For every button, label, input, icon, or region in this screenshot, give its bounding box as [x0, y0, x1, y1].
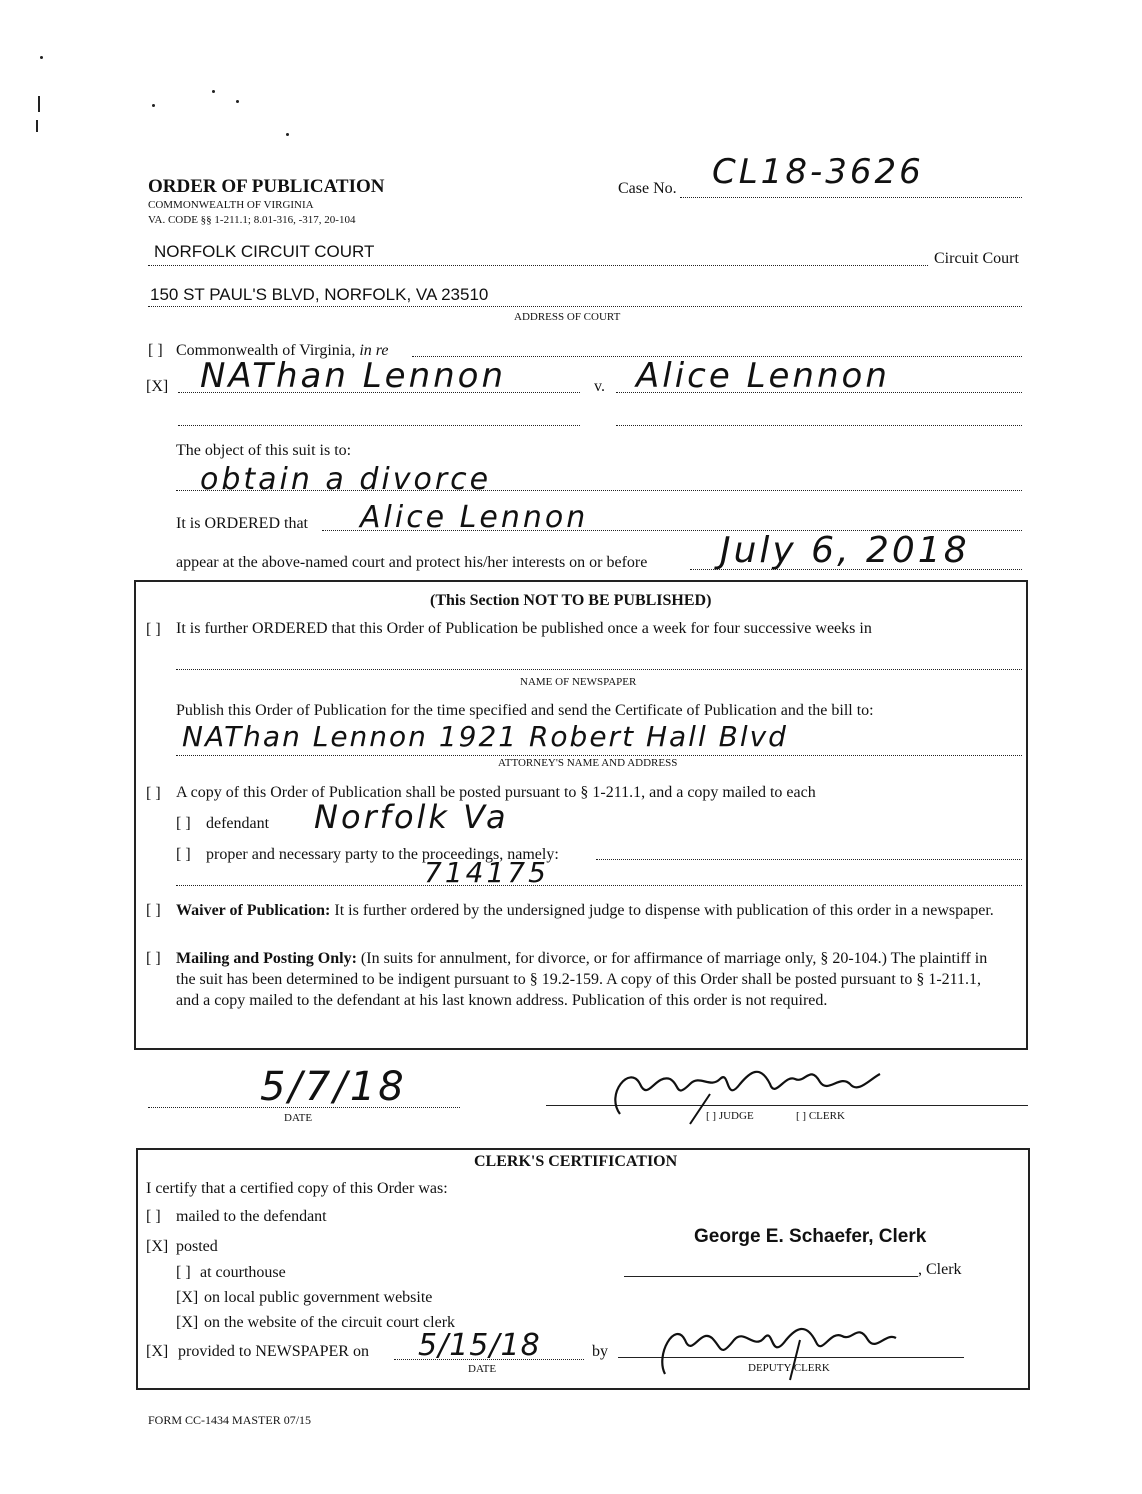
proper-party-line	[596, 858, 1022, 860]
clerk-website-checkbox[interactable]: [X]	[176, 1314, 199, 1331]
proper-party-value[interactable]: 714175	[424, 856, 549, 889]
defendant-checkbox[interactable]: [ ]	[176, 815, 191, 832]
newspaper-date-label: DATE	[468, 1363, 497, 1375]
clerk-suffix: , Clerk	[918, 1261, 962, 1278]
scan-speck	[38, 96, 40, 112]
appear-date[interactable]: July 6, 2018	[720, 530, 970, 571]
plaintiff-line-2	[178, 424, 580, 426]
courthouse-label: at courthouse	[200, 1264, 286, 1281]
scan-speck	[236, 100, 239, 103]
proper-party-label: proper and necessary party to the proceedings, namely:	[206, 846, 559, 863]
in-re-checkbox[interactable]: [ ]	[148, 342, 163, 359]
court-address-line	[148, 305, 1022, 307]
copy-checkbox[interactable]: [ ]	[146, 785, 161, 802]
form-number: FORM CC-1434 MASTER 07/15	[148, 1413, 312, 1427]
clerk-name: George E. Schaefer, Clerk	[694, 1226, 927, 1247]
case-no-value[interactable]: CL18-3626	[712, 152, 924, 192]
proper-party-line-2	[176, 884, 1022, 886]
appear-label: appear at the above-named court and protect his/her interests on or before	[176, 554, 648, 571]
ordered-label: It is ORDERED that	[176, 515, 308, 532]
object-value[interactable]: obtain a divorce	[200, 462, 492, 497]
plaintiff-name[interactable]: NAThan Lennon	[200, 356, 507, 396]
statute-reference: VA. CODE §§ 1-211.1; 8.01-316, -317, 20-104	[148, 214, 356, 226]
clerk-cert-intro: I certify that a certified copy of this Order was:	[146, 1180, 448, 1197]
copy-text: A copy of this Order of Publication shall be posted pursuant to § 1-211.1, and a copy mailed to each	[176, 784, 816, 801]
ordered-value[interactable]: Alice Lennon	[360, 500, 589, 535]
object-label: The object of this suit is to:	[176, 442, 352, 459]
scan-speck	[152, 104, 155, 107]
not-published-heading: (This Section NOT TO BE PUBLISHED)	[430, 592, 712, 609]
waiver-text: Waiver of Publication: It is further ordered by the undersigned judge to dispense with publication of this order in a newspaper.	[176, 902, 994, 919]
gov-website-label: on local public government website	[204, 1289, 433, 1306]
versus-checkbox[interactable]: [X]	[146, 378, 169, 395]
defendant-value[interactable]: Norfolk Va	[314, 798, 509, 836]
proper-party-checkbox[interactable]: [ ]	[176, 846, 191, 863]
publish-text: Publish this Order of Publication for the time specified and send the Certificate of Publication and the bill to:	[176, 702, 874, 719]
mailed-checkbox[interactable]: [ ]	[146, 1208, 161, 1225]
versus-label: v.	[594, 378, 605, 395]
object-line	[176, 489, 1022, 491]
waiver-checkbox[interactable]: [ ]	[146, 902, 161, 919]
scan-speck	[36, 120, 38, 132]
case-no-line	[680, 196, 1022, 198]
court-name[interactable]: NORFOLK CIRCUIT COURT	[154, 242, 375, 261]
court-address[interactable]: 150 ST PAUL'S BLVD, NORFOLK, VA 23510	[150, 285, 489, 304]
attorney-line	[176, 754, 1022, 756]
mailing-checkbox[interactable]: [ ]	[146, 950, 161, 967]
circuit-court-suffix: Circuit Court	[934, 250, 1019, 267]
case-no-label: Case No.	[618, 180, 677, 197]
clerk-label: [ ] CLERK	[796, 1110, 845, 1122]
scan-speck	[286, 133, 289, 136]
defendant-name[interactable]: Alice Lennon	[636, 356, 890, 396]
form-subtitle: COMMONWEALTH OF VIRGINIA	[148, 199, 314, 211]
newspaper-provided-checkbox[interactable]: [X]	[146, 1343, 169, 1360]
defendant-line-2	[616, 424, 1022, 426]
clerk-signature-line	[624, 1275, 918, 1277]
court-name-line	[148, 264, 928, 266]
courthouse-checkbox[interactable]: [ ]	[176, 1264, 191, 1281]
newspaper-line	[176, 668, 1022, 670]
clerk-website-label: on the website of the circuit court clerk	[204, 1314, 456, 1331]
order-date-value[interactable]: 5/7/18	[260, 1064, 407, 1110]
posted-label: posted	[176, 1238, 218, 1255]
mailing-text: Mailing and Posting Only: (In suits for annulment, for divorce, or for affirmance of marriage only, § 20-104.) The plaintiff in the suit has been determined to be indigent pursuant to § 19.2-159. A copy of this Order shall be posted pursuant to § 1-211.1, and a copy mailed to the defendant at his last known address. Publication of this order is not required.	[176, 950, 988, 1009]
further-checkbox[interactable]: [ ]	[146, 621, 161, 638]
further-text: It is further ORDERED that this Order of Publication be published once a week for four successive weeks in	[176, 620, 872, 637]
plaintiff-line	[178, 391, 580, 393]
mailed-label: mailed to the defendant	[176, 1208, 327, 1225]
by-label: by	[592, 1343, 608, 1360]
scan-speck	[40, 56, 43, 59]
order-date-label: DATE	[284, 1112, 313, 1124]
attorney-value[interactable]: NAThan Lennon 1921 Robert Hall Blvd	[182, 720, 788, 753]
scan-speck	[212, 90, 215, 93]
posted-checkbox[interactable]: [X]	[146, 1238, 169, 1255]
clerk-cert-heading: CLERK'S CERTIFICATION	[474, 1153, 678, 1170]
address-of-court-label: ADDRESS OF COURT	[514, 311, 621, 323]
defendant-label: defendant	[206, 815, 270, 832]
form-title: ORDER OF PUBLICATION	[148, 176, 385, 197]
deputy-clerk-label: DEPUTY CLERK	[748, 1362, 830, 1374]
newspaper-provided-label: provided to NEWSPAPER on	[178, 1343, 369, 1360]
attorney-label: ATTORNEY'S NAME AND ADDRESS	[498, 757, 678, 769]
in-re-label: Commonwealth of Virginia, in re	[176, 342, 389, 359]
defendant-line	[616, 391, 1022, 393]
judge-label: [ ] JUDGE	[706, 1110, 754, 1122]
newspaper-date-value[interactable]: 5/15/18	[418, 1328, 541, 1363]
gov-website-checkbox[interactable]: [X]	[176, 1289, 199, 1306]
newspaper-label: NAME OF NEWSPAPER	[520, 676, 637, 688]
